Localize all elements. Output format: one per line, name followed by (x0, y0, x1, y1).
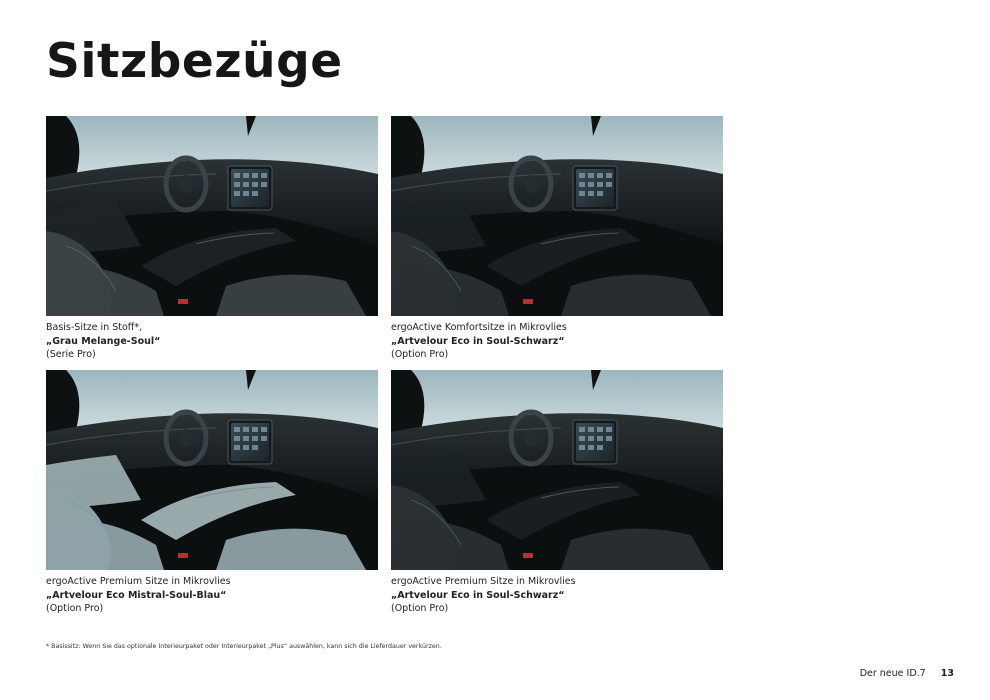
seat-card (46, 370, 378, 616)
seat-caption-name: „Artvelour Eco Mistral-Soul-Blau“ (46, 589, 227, 601)
seat-caption-name: „Artvelour Eco in Soul-Schwarz“ (391, 335, 565, 347)
seat-interior-photo (46, 116, 378, 316)
seat-card (391, 370, 723, 616)
footnote: * Basissitz: Wenn Sie das optionale Interieurpaket oder Interieurpaket „Plus“ auswählen, kann sich die Lieferdauer verkürzen. (46, 643, 442, 650)
seat-caption-package: (Option Pro) (391, 603, 449, 614)
seat-card (46, 116, 378, 362)
seat-caption-name: „Grau Melange-Soul“ (46, 335, 161, 347)
seat-caption (46, 575, 378, 616)
seat-caption-line1: ergoActive Premium Sitze in Mikrovlies (391, 576, 576, 587)
seat-interior-photo (46, 370, 378, 570)
seat-caption-package: (Serie Pro) (46, 349, 96, 360)
page-title: Sitzbezüge (46, 34, 343, 89)
seat-caption (46, 321, 378, 362)
seat-caption-line1: ergoActive Premium Sitze in Mikrovlies (46, 576, 231, 587)
seat-caption (391, 575, 723, 616)
footer-label: Der neue ID.7 (859, 668, 926, 679)
seat-caption (391, 321, 723, 362)
page-footer (860, 668, 954, 679)
seat-caption-line1: ergoActive Komfortsitze in Mikrovlies (391, 322, 567, 333)
seat-caption-package: (Option Pro) (46, 603, 104, 614)
seat-card (391, 116, 723, 362)
seat-caption-package: (Option Pro) (391, 349, 449, 360)
seat-interior-photo (391, 116, 723, 316)
seat-caption-line1: Basis-Sitze in Stoff*, (46, 322, 143, 333)
page-number: 13 (940, 668, 954, 679)
seat-caption-name: „Artvelour Eco in Soul-Schwarz“ (391, 589, 565, 601)
seat-interior-photo (391, 370, 723, 570)
